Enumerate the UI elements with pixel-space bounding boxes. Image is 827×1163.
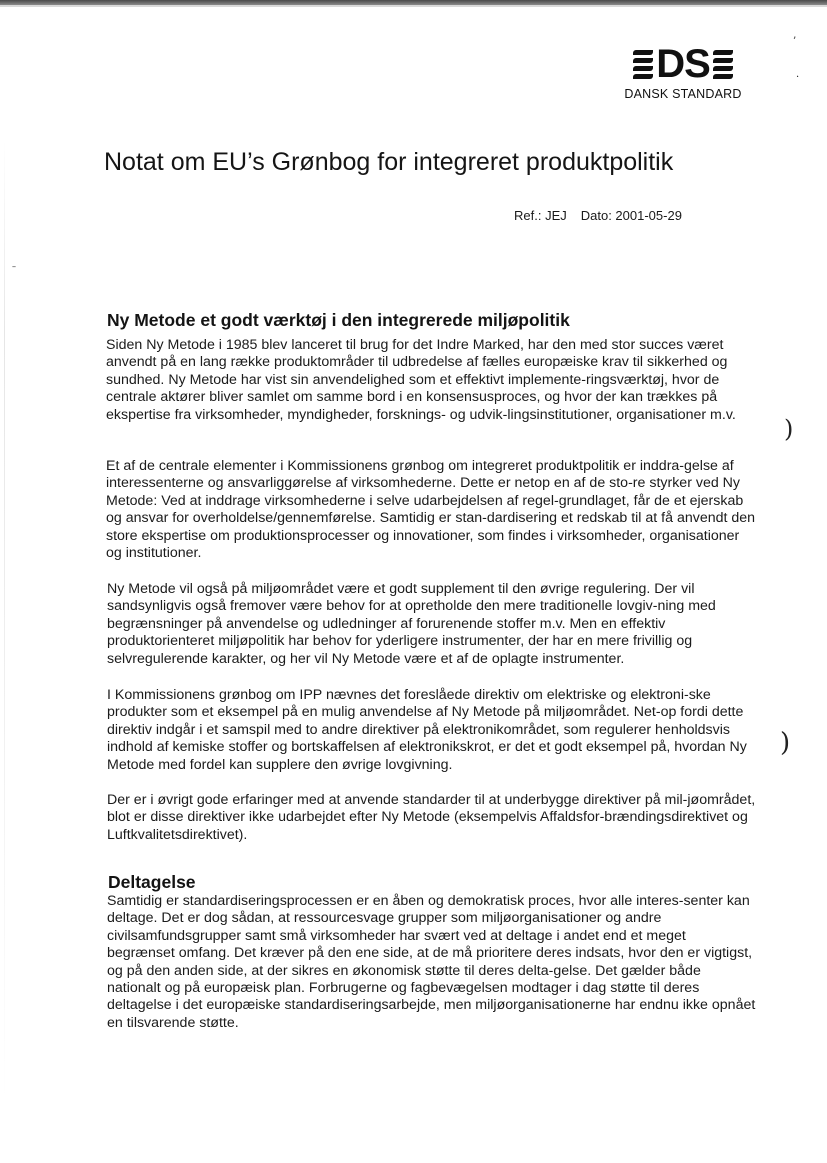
reference-line (514, 208, 682, 223)
dansk-standard-logo (618, 44, 748, 101)
document-title: Notat om EU’s Grønbog for integreret produktpolitik (104, 148, 674, 176)
ds-logo-mark (618, 44, 748, 84)
logo-organization-name: DANSK STANDARD (624, 87, 742, 101)
section-heading-deltagelse: Deltagelse (108, 872, 196, 892)
scan-speck: – (12, 262, 16, 271)
paragraph: Ny Metode vil også på miljøområdet være et godt supplement til den øvrige regulering. Der vil sandsynligvis også fremover være behov for at opretholde den mere traditionelle lovgiv-ning med begrænsninger på anvendelse og udledninger af forurenende stoffer m.v. Men en effektiv produktorienteret miljøpolitik har behov for yderligere instrumenter, der har en mere frivillig og selvregulerende karakter, og her vil Ny Metode være et af de oplagte instrumenter. (107, 581, 716, 667)
left-scan-edge (4, 140, 5, 1100)
logo-letters: DS (656, 42, 710, 86)
paragraph: Samtidig er standardiseringsprocessen er en åben og demokratisk proces, hvor alle interes-senter kan deltage. Det er dog sådan, at ressourcesvage grupper som miljøorganisationer og andre civilsamfundsgrupper samt små virksomheder har svært ved at deltage i andet end et meget begrænset omfang. Det kræver på den ene side, at de må prioritere deres indsats, hvor den er vigtigst, og på den anden side, at der sikres en økonomisk støtte til deres delta-gelse. Det gælder både nationalt og på europæisk plan. Forbrugerne og fagbevægelsen modtager i dag støtte til deres deltagelse i det europæiske standardiseringsarbejde, men miljøorganisationerne har endnu ikke opnået en tilsvarende støtte. (107, 893, 756, 1031)
document-date: Dato: 2001-05-29 (580, 208, 682, 223)
section-heading-ny-metode: Ny Metode et godt værktøj i den integrerede miljøpolitik (107, 310, 570, 330)
punch-hole-mark: ) (780, 728, 791, 758)
punch-hole-mark: ) (784, 415, 794, 443)
scan-speck: ’ (793, 36, 797, 47)
logo-stripes-right-icon (713, 50, 733, 79)
paragraph: Der er i øvrigt gode erfaringer med at anvende standarder til at underbygge direktiver på mil-jøområdet, blot er disse direktiver ikke udarbejdet efter Ny Metode (eksempelvis Affaldsfor-brændingsdirektivet og Luftkvalitetsdirektivet). (107, 792, 756, 843)
paragraph: Siden Ny Metode i 1985 blev lanceret til brug for det Indre Marked, har den med stor succes været anvendt på en lang række produktområder til udbredelse af fælles europæiske krav til sikkerhed og sundhed. Ny Metode har vist sin anvendelighed som et effektivt implemente-ringsværktøj, hvor de centrale aktører bliver samlet om samme bord i en konsensusproces, og hvor der kan trækkes på ekspertise fra virksomheder, myndigheder, forsknings- og udvik-lingsinstitutioner, organisationer m.v. (106, 337, 736, 423)
logo-stripes-left-icon (633, 50, 653, 79)
top-scan-border-shadow (0, 5, 827, 7)
paragraph: I Kommissionens grønbog om IPP nævnes det foreslåede direktiv om elektriske og elektroni-ske produkter som et eksempel på en mulig anvendelse af Ny Metode på miljøområdet. Net-op fordi dette direktiv indgår i et samspil med to andre direktiver på elektronikområdet, som regulerer henholdsvis indhold af kemiske stoffer og bortskaffelsen af elektronikskrot, er det et godt eksempel på, hvordan Ny Metode med fordel kan supplere den øvrige lovgivning. (107, 687, 747, 773)
paragraph: Et af de centrale elementer i Kommissionens grønbog om integreret produktpolitik er inddra-gelse af interessenterne og ansvarliggørelse af virksomhederne. Dette er netop en af de sto-re styrker ved Ny Metode: Ved at inddrage virksomhederne i selve udarbejdelsen af regel-grundlaget, får de et ejerskab og ansvar for overholdelse/gennemførelse. Samtidig er stan-dardisering et redskab til at få anvendt den store ekspertise om produktionsprocesser og innovationer, som findes i virksomheder, organisationer og institutioner. (106, 458, 756, 562)
reference: Ref.: JEJ (514, 208, 567, 223)
scan-speck: · (796, 72, 800, 83)
